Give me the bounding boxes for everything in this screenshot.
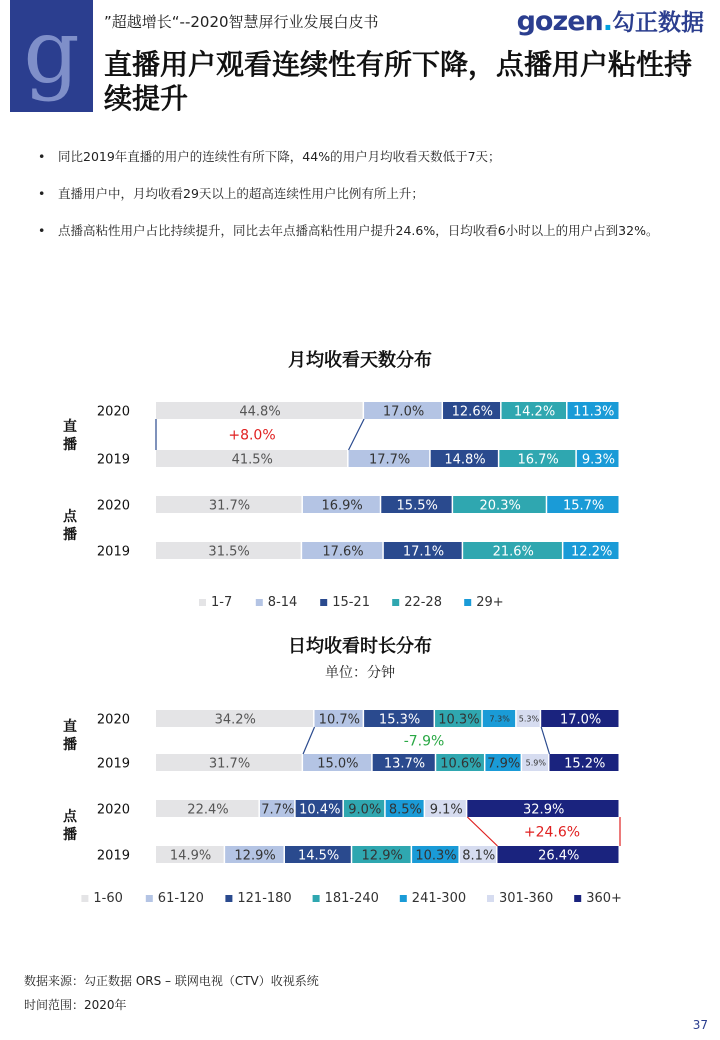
bar-label-1-1: 15.0% [317,756,359,772]
legend-swatch-2 [225,895,232,902]
change-annotation-0: +8.0% [228,427,276,444]
legend-swatch-0 [199,599,206,606]
bar-label-3-2: 17.1% [402,544,445,560]
legend-label-0: 1-7 [211,595,233,610]
brand-name: gozen [516,6,603,37]
bar-label-0-2: 12.6% [451,404,493,420]
year-label-2: 2020 [96,498,130,514]
bar-label-0-3: 10.3% [438,712,480,728]
bar-label-3-5: 8.1% [462,848,496,864]
change-annotation-1: +24.6% [523,824,581,841]
report-subtitle: ”超越增长“--2020智慧屏行业发展白皮书 [104,13,379,31]
data-source: 数据来源：勾正数据 ORS – 联网电视（CTV）收视系统 [24,974,319,988]
bar-label-0-6: 17.0% [559,712,602,728]
legend-swatch-3 [392,599,399,606]
connector-line-0-1 [541,727,549,754]
bar-label-0-4: 7.3% [489,714,510,724]
legend-swatch-6 [574,895,581,902]
bar-label-3-3: 21.6% [492,544,534,560]
legend-label-6: 360+ [586,891,622,906]
year-label-0: 2020 [96,404,130,420]
bar-label-0-0: 34.2% [214,712,256,728]
bar-label-3-0: 31.5% [208,544,250,560]
brand-logo [517,4,704,37]
bar-label-0-1: 10.7% [318,712,360,728]
bar-label-2-2: 10.4% [299,802,341,818]
bar-label-2-3: 9.0% [348,802,382,818]
group-label-1-1: 播 [63,827,77,843]
group-label-0-1: 播 [63,737,77,753]
brand-dot: . [602,6,612,37]
bar-label-3-2: 14.5% [297,848,340,864]
legend-swatch-4 [400,895,407,902]
group-label-0-0: 直 [63,419,77,435]
bar-label-1-3: 16.7% [517,452,559,468]
chart2-unit: 单位：分钟 [325,665,395,681]
legend-swatch-4 [464,599,471,606]
connector-line-0-1 [349,419,365,450]
group-label-1-0: 点 [63,809,77,825]
brand-cn: 勾正数据 [612,10,704,36]
chart2-title: 日均收看时长分布 [288,636,432,657]
bar-label-2-0: 31.7% [208,498,251,514]
legend-label-5: 301-360 [499,891,554,906]
legend-label-2: 15-21 [332,595,370,610]
bar-label-0-0: 44.8% [239,404,281,420]
bar-label-2-1: 16.9% [321,498,363,514]
bar-label-1-3: 10.6% [440,756,482,772]
bullet-item-3: • 点播高粘性用户占比持续提升，同比去年点播高粘性用户提升24.6%，日均收看6小时以上的用户占到32%。 [38,222,698,240]
bar-label-0-5: 5.3% [518,714,540,724]
chart-daily-duration [0,688,720,918]
group-label-0-1: 播 [63,437,77,453]
year-label-2: 2020 [96,802,130,818]
group-label-1-1: 播 [63,527,77,543]
legend-swatch-0 [81,895,88,902]
bar-label-2-6: 32.9% [523,802,565,818]
page-number: 37 [692,1018,708,1032]
bar-label-3-1: 17.6% [322,544,364,560]
bar-label-1-2: 13.7% [383,756,426,772]
bar-label-0-1: 17.0% [382,404,425,420]
bar-label-1-5: 5.9% [525,758,546,768]
bar-label-1-4: 7.9% [487,756,521,772]
bar-label-1-0: 41.5% [231,452,273,468]
logo-badge [10,0,93,112]
legend-label-4: 29+ [476,595,504,610]
bar-label-1-0: 31.7% [208,756,251,772]
legend-label-1: 61-120 [157,891,204,906]
legend-label-1: 8-14 [267,595,298,610]
bar-label-0-3: 14.2% [513,404,556,420]
legend-label-0: 1-60 [93,891,123,906]
bar-label-0-2: 15.3% [378,712,421,728]
connector-line-1-0 [467,817,497,846]
legend-label-4: 241-300 [411,891,467,906]
bullet-item-1: • 同比2019年直播的用户的连续性有所下降，44%的用户月均收看天数低于7天； [38,148,698,166]
year-label-3: 2019 [96,848,130,864]
year-label-1: 2019 [96,452,130,468]
legend-swatch-1 [146,895,153,902]
bar-label-1-2: 14.8% [444,452,486,468]
bar-label-3-0: 14.9% [169,848,212,864]
connector-line-0-0 [303,727,314,754]
bar-label-2-2: 15.5% [396,498,438,514]
logo-letter: g [23,0,80,103]
group-label-0-0: 直 [63,719,77,735]
bar-label-3-4: 12.2% [571,544,613,560]
bar-label-2-4: 8.5% [388,802,422,818]
year-label-1: 2019 [96,756,130,772]
bar-label-2-1: 7.7% [261,802,295,818]
group-label-1-0: 点 [63,509,77,525]
bar-label-2-3: 20.3% [479,498,521,514]
legend-label-3: 181-240 [324,891,379,906]
chart1-title: 月均收看天数分布 [288,350,432,371]
bullet-item-2: • 直播用户中，月均收看29天以上的超高连续性用户比例有所上升； [38,185,698,203]
bar-label-1-1: 17.7% [368,452,411,468]
bar-label-3-3: 12.9% [361,848,403,864]
bar-label-1-6: 15.2% [564,756,606,772]
bullet-list [38,148,698,259]
bar-label-2-5: 9.1% [429,802,463,818]
bar-label-3-4: 10.3% [415,848,457,864]
bar-label-1-4: 9.3% [581,452,615,468]
legend-swatch-2 [320,599,327,606]
legend-label-2: 121-180 [237,891,292,906]
page-title: 直播用户观看连续性有所下降，点播用户粘性持续提升 [104,48,693,115]
legend-swatch-1 [256,599,263,606]
time-range: 时间范围：2020年 [24,998,127,1012]
legend-label-3: 22-28 [404,595,442,610]
year-label-0: 2020 [96,712,130,728]
bar-label-2-4: 15.7% [562,498,605,514]
bar-label-3-1: 12.9% [234,848,276,864]
year-label-3: 2019 [96,544,130,560]
bar-label-2-0: 22.4% [187,802,229,818]
chart-monthly-days [0,378,720,618]
bar-label-3-6: 26.4% [538,848,580,864]
legend-swatch-5 [487,895,494,902]
bar-label-0-4: 11.3% [573,404,615,420]
legend-swatch-3 [313,895,320,902]
change-annotation-0: -7.9% [403,733,445,750]
